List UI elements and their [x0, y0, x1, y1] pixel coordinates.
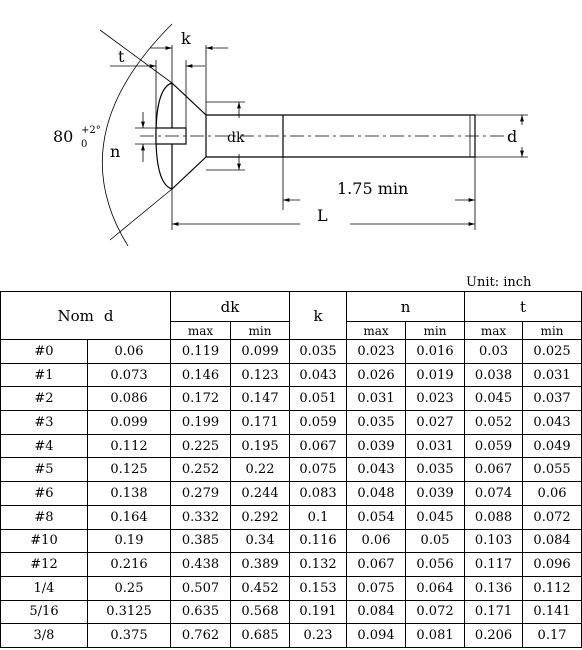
header-dk: dk: [171, 292, 290, 322]
table-row: [1, 505, 582, 529]
cell-d: 0.164: [88, 505, 171, 529]
cell-n-max: 0.026: [347, 363, 406, 387]
header-nom: Nom: [57, 306, 94, 325]
cell-k: 0.23: [290, 624, 347, 648]
cell-n-max: 0.075: [347, 576, 406, 600]
table-row: [1, 624, 582, 648]
label-dk: dk: [227, 130, 245, 146]
cell-t-max: 0.03: [465, 340, 523, 364]
table-row: [1, 482, 582, 506]
cell-n-max: 0.031: [347, 387, 406, 411]
cell-dk-min: 0.244: [231, 482, 290, 506]
cell-n-max: 0.054: [347, 505, 406, 529]
cell-n-min: 0.045: [406, 505, 465, 529]
cell-nom: #1: [1, 363, 88, 387]
cell-d: 0.3125: [88, 600, 171, 624]
cell-t-max: 0.059: [465, 434, 523, 458]
cell-dk-max: 0.635: [171, 600, 231, 624]
cell-k: 0.035: [290, 340, 347, 364]
cell-d: 0.375: [88, 624, 171, 648]
table-body: [1, 340, 582, 648]
cell-t-min: 0.084: [523, 529, 582, 553]
cell-d: 0.06: [88, 340, 171, 364]
cell-k: 0.153: [290, 576, 347, 600]
cell-dk-min: 0.452: [231, 576, 290, 600]
cell-dk-max: 0.438: [171, 553, 231, 577]
cell-t-max: 0.045: [465, 387, 523, 411]
cell-d: 0.216: [88, 553, 171, 577]
label-L: L: [317, 206, 328, 225]
cell-d: 0.073: [88, 363, 171, 387]
cell-d: 0.112: [88, 434, 171, 458]
cell-n-min: 0.056: [406, 553, 465, 577]
cell-k: 0.191: [290, 600, 347, 624]
cell-t-min: 0.112: [523, 576, 582, 600]
cell-n-min: 0.031: [406, 434, 465, 458]
label-k: k: [181, 29, 191, 48]
cell-k: 0.1: [290, 505, 347, 529]
cell-n-max: 0.067: [347, 553, 406, 577]
cell-t-min: 0.031: [523, 363, 582, 387]
cell-dk-min: 0.292: [231, 505, 290, 529]
table-row: [1, 529, 582, 553]
cell-dk-max: 0.385: [171, 529, 231, 553]
cell-n-max: 0.048: [347, 482, 406, 506]
table-row: [1, 411, 582, 435]
cell-dk-max: 0.172: [171, 387, 231, 411]
cell-n-min: 0.081: [406, 624, 465, 648]
header-nom-d: [1, 292, 171, 340]
table-row: [1, 363, 582, 387]
cell-dk-min: 0.195: [231, 434, 290, 458]
cell-t-max: 0.038: [465, 363, 523, 387]
dimension-table: [0, 291, 582, 648]
cell-dk-max: 0.332: [171, 505, 231, 529]
cell-n-max: 0.039: [347, 434, 406, 458]
cell-dk-min: 0.147: [231, 387, 290, 411]
cell-n-min: 0.019: [406, 363, 465, 387]
cell-dk-max: 0.225: [171, 434, 231, 458]
cell-t-max: 0.206: [465, 624, 523, 648]
cell-t-max: 0.136: [465, 576, 523, 600]
cell-dk-max: 0.119: [171, 340, 231, 364]
cell-t-min: 0.141: [523, 600, 582, 624]
cell-nom: #5: [1, 458, 88, 482]
cell-dk-max: 0.252: [171, 458, 231, 482]
cell-k: 0.116: [290, 529, 347, 553]
cell-n-max: 0.06: [347, 529, 406, 553]
table-row: [1, 553, 582, 577]
cell-nom: 5/16: [1, 600, 88, 624]
cell-dk-min: 0.389: [231, 553, 290, 577]
cell-k: 0.132: [290, 553, 347, 577]
table-row: [1, 340, 582, 364]
header-d: d: [103, 306, 114, 325]
header-dk-max: max: [171, 322, 231, 340]
table-row: [1, 458, 582, 482]
cell-t-max: 0.067: [465, 458, 523, 482]
cell-n-min: 0.016: [406, 340, 465, 364]
cell-t-max: 0.103: [465, 529, 523, 553]
cell-nom: #6: [1, 482, 88, 506]
cell-dk-max: 0.762: [171, 624, 231, 648]
label-d: d: [507, 127, 518, 146]
cell-nom: #10: [1, 529, 88, 553]
screw-drawing: [0, 0, 582, 270]
cell-d: 0.125: [88, 458, 171, 482]
header-t-max: max: [465, 322, 523, 340]
cell-k: 0.043: [290, 363, 347, 387]
cell-n-min: 0.023: [406, 387, 465, 411]
cell-dk-min: 0.171: [231, 411, 290, 435]
cell-dk-min: 0.22: [231, 458, 290, 482]
cell-n-max: 0.035: [347, 411, 406, 435]
cell-d: 0.19: [88, 529, 171, 553]
cell-n-min: 0.05: [406, 529, 465, 553]
cell-n-min: 0.027: [406, 411, 465, 435]
cell-dk-max: 0.199: [171, 411, 231, 435]
cell-t-max: 0.088: [465, 505, 523, 529]
cell-k: 0.083: [290, 482, 347, 506]
cell-nom: 3/8: [1, 624, 88, 648]
cell-dk-max: 0.279: [171, 482, 231, 506]
header-k: k: [290, 292, 347, 340]
cell-nom: #2: [1, 387, 88, 411]
cell-t-max: 0.117: [465, 553, 523, 577]
cell-k: 0.059: [290, 411, 347, 435]
cell-dk-min: 0.099: [231, 340, 290, 364]
cell-nom: 1/4: [1, 576, 88, 600]
cell-dk-min: 0.34: [231, 529, 290, 553]
cell-t-min: 0.055: [523, 458, 582, 482]
header-t: t: [465, 292, 582, 322]
cell-n-max: 0.023: [347, 340, 406, 364]
cell-n-min: 0.039: [406, 482, 465, 506]
cell-t-max: 0.171: [465, 600, 523, 624]
header-n-min: min: [406, 322, 465, 340]
label-angle-minus: 0: [81, 139, 88, 150]
cell-dk-max: 0.146: [171, 363, 231, 387]
label-thread-length: 1.75 min: [337, 179, 409, 198]
cell-d: 0.099: [88, 411, 171, 435]
cell-dk-min: 0.568: [231, 600, 290, 624]
cell-n-min: 0.035: [406, 458, 465, 482]
cell-nom: #8: [1, 505, 88, 529]
cell-d: 0.086: [88, 387, 171, 411]
table-row: [1, 434, 582, 458]
cell-n-min: 0.064: [406, 576, 465, 600]
table-row: [1, 576, 582, 600]
cell-t-min: 0.049: [523, 434, 582, 458]
unit-label: Unit: inch: [466, 275, 532, 290]
cell-t-min: 0.06: [523, 482, 582, 506]
cell-d: 0.138: [88, 482, 171, 506]
cell-t-min: 0.17: [523, 624, 582, 648]
cell-nom: #12: [1, 553, 88, 577]
cell-n-min: 0.072: [406, 600, 465, 624]
label-t: t: [118, 47, 125, 66]
cell-nom: #4: [1, 434, 88, 458]
cell-t-max: 0.074: [465, 482, 523, 506]
cell-k: 0.067: [290, 434, 347, 458]
cell-d: 0.25: [88, 576, 171, 600]
cell-n-max: 0.084: [347, 600, 406, 624]
cell-t-min: 0.037: [523, 387, 582, 411]
header-n: n: [347, 292, 465, 322]
cell-k: 0.051: [290, 387, 347, 411]
cell-t-min: 0.096: [523, 553, 582, 577]
cell-t-min: 0.025: [523, 340, 582, 364]
header-n-max: max: [347, 322, 406, 340]
label-angle: 80: [53, 127, 74, 146]
cell-dk-min: 0.685: [231, 624, 290, 648]
cell-t-min: 0.072: [523, 505, 582, 529]
cell-nom: #3: [1, 411, 88, 435]
cell-k: 0.075: [290, 458, 347, 482]
label-n: n: [110, 142, 121, 161]
table-row: [1, 387, 582, 411]
header-t-min: min: [523, 322, 582, 340]
header-dk-min: min: [231, 322, 290, 340]
cell-n-max: 0.043: [347, 458, 406, 482]
label-angle-plus: +2°: [81, 125, 101, 136]
cell-n-max: 0.094: [347, 624, 406, 648]
cell-t-max: 0.052: [465, 411, 523, 435]
cell-dk-min: 0.123: [231, 363, 290, 387]
table-row: [1, 600, 582, 624]
cell-t-min: 0.043: [523, 411, 582, 435]
cell-dk-max: 0.507: [171, 576, 231, 600]
cell-nom: #0: [1, 340, 88, 364]
